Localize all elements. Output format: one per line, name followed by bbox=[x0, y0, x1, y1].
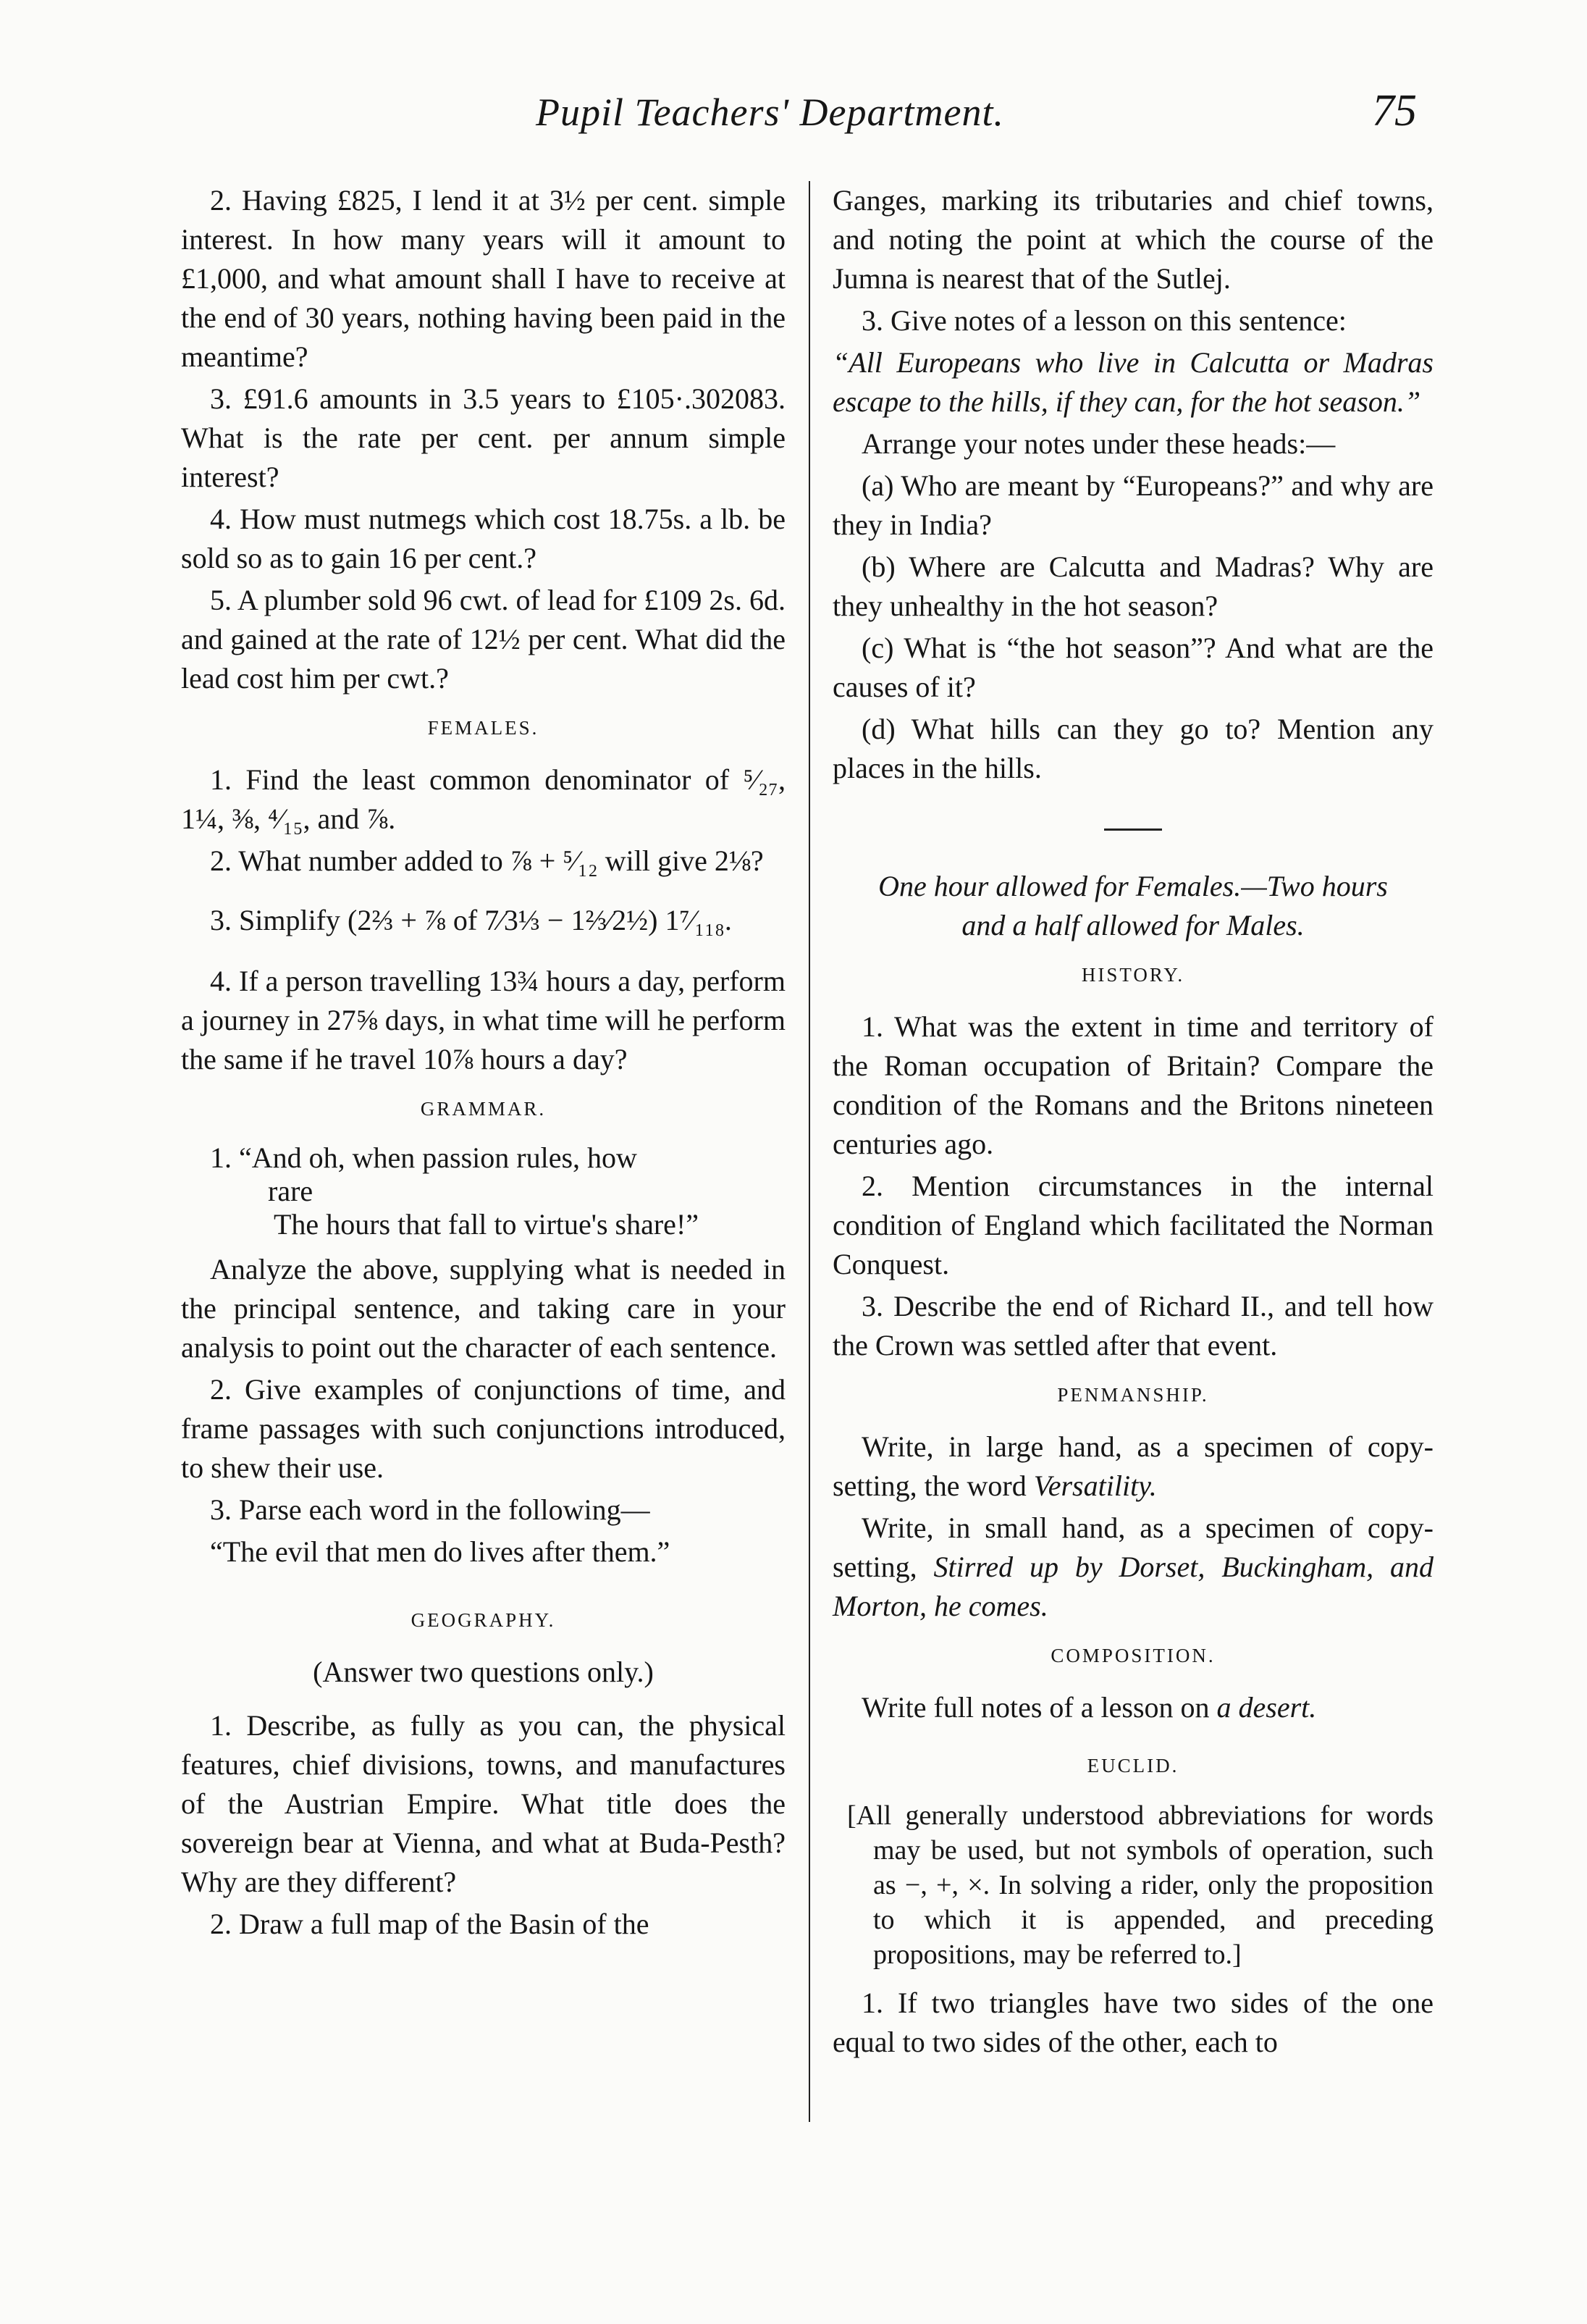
right-column bbox=[833, 181, 1434, 2065]
question-4: 4. How must nutmegs which cost 18.75s. a lb. be sold so as to gain 16 per cent.? bbox=[181, 503, 786, 574]
history-question-3: 3. Describe the end of Richard II., and tell how the Crown was settled after that event. bbox=[833, 1290, 1434, 1362]
geography-question-3-b: (b) Where are Calcutta and Madras? Why are they unhealthy in the hot season? bbox=[833, 550, 1434, 622]
question-3: 3. £91.6 amounts in 3.5 years to £105·.302083. What is the rate per cent. per annum simple interest? bbox=[181, 382, 786, 493]
section-rule bbox=[1104, 828, 1162, 831]
penmanship-task-2-text: Write, in small hand, as a specimen of copy-setting, bbox=[833, 1511, 1434, 1583]
females-question-2: 2. What number added to ⅞ + ⁵⁄₁₂ will give 2⅛? bbox=[210, 844, 764, 877]
grammar-question-1-text: Analyze the above, supplying what is needed in the principal sentence, and taking care in your analysis to point out the character of each sentence. bbox=[181, 1253, 786, 1364]
geography-note: (Answer two questions only.) bbox=[313, 1656, 654, 1688]
time-allowed-line-2: and a half allowed for Males. bbox=[961, 909, 1305, 941]
grammar-quote-line-1: 1. “And oh, when passion rules, how bbox=[210, 1141, 637, 1174]
grammar-quote-line-3: The hours that fall to virtue's share!” bbox=[274, 1208, 699, 1241]
page-header bbox=[0, 70, 1587, 149]
geography-question-3-d: (d) What hills can they go to? Mention any places in the hills. bbox=[833, 713, 1434, 784]
grammar-quote-line-2: rare bbox=[268, 1175, 313, 1207]
geography-question-2: 2. Draw a full map of the Basin of the bbox=[210, 1908, 649, 1940]
running-title: Pupil Teachers' Department. bbox=[536, 91, 1004, 134]
euclid-question-1: 1. If two triangles have two sides of the one equal to two sides of the other, each to bbox=[833, 1987, 1434, 2058]
grammar-heading: GRAMMAR. bbox=[420, 1098, 547, 1120]
geography-question-3-arrange: Arrange your notes under these heads:— bbox=[862, 427, 1336, 460]
geography-heading: GEOGRAPHY. bbox=[411, 1609, 556, 1631]
geography-question-1: 1. Describe, as fully as you can, the physical features, chief divisions, towns, and manufactures of the Austrian Empire. What title does the sovereign bear at Vienna, and what at Buda-Pesth? Why are they different? bbox=[181, 1709, 786, 1898]
grammar-question-3: 3. Parse each word in the following— bbox=[210, 1493, 650, 1526]
question-2: 2. Having £825, I lend it at 3½ per cent. simple interest. In how many years will it amount to £1,000, and what amount shall I have to receive at the end of 30 years, nothing having been paid in the meantime? bbox=[181, 184, 786, 373]
question-5: 5. A plumber sold 96 cwt. of lead for £109 2s. 6d. and gained at the rate of 12½ per cent. What did the lead cost him per cwt.? bbox=[181, 584, 786, 695]
females-question-1: 1. Find the least common denominator of ⁵⁄₂₇, 1¼, ⅜, ⁴⁄₁₅, and ⅞. bbox=[181, 763, 786, 835]
geography-question-3: 3. Give notes of a lesson on this sentence: bbox=[862, 304, 1347, 337]
composition-heading: COMPOSITION. bbox=[1051, 1645, 1216, 1666]
geography-question-3-c: (c) What is “the hot season”? And what are the causes of it? bbox=[833, 632, 1434, 703]
grammar-question-3-quote: “The evil that men do lives after them.” bbox=[210, 1535, 670, 1568]
composition-task bbox=[833, 1688, 1434, 1727]
geography-question-2-continued: Ganges, marking its tributaries and chief towns, and noting the point at which the course of the Jumna is nearest that of the Sutlej. bbox=[833, 184, 1434, 295]
euclid-note: [All generally understood abbreviations for words may be used, but not symbols of operation, such as −, +, ×. In solving a rider, only the proposition to which it is appended, and preceding propositions, may be referred to.] bbox=[847, 1800, 1434, 1970]
euclid-heading: EUCLID. bbox=[1087, 1755, 1179, 1776]
penmanship-task-2 bbox=[833, 1509, 1434, 1626]
composition-task-topic: a desert. bbox=[1216, 1691, 1317, 1724]
penmanship-task-1-text: Write, in large hand, as a specimen of copy-setting, the word bbox=[833, 1430, 1434, 1502]
females-heading: FEMALES. bbox=[427, 717, 539, 739]
column-divider bbox=[809, 181, 810, 2122]
left-column bbox=[181, 181, 786, 1947]
history-question-1: 1. What was the extent in time and territory of the Roman occupation of Britain? Compare the condition of the Romans and the Britons nineteen centuries ago. bbox=[833, 1010, 1434, 1160]
time-allowed-line-1: One hour allowed for Females.—Two hours bbox=[878, 870, 1388, 902]
penmanship-task-1 bbox=[833, 1427, 1434, 1506]
penmanship-task-1-word: Versatility. bbox=[1033, 1469, 1157, 1502]
penmanship-heading: PENMANSHIP. bbox=[1057, 1384, 1209, 1406]
composition-task-text: Write full notes of a lesson on bbox=[862, 1691, 1217, 1724]
grammar-quote bbox=[181, 1141, 786, 1241]
geography-question-3-a: (a) Who are meant by “Europeans?” and why are they in India? bbox=[833, 469, 1434, 541]
history-question-2: 2. Mention circumstances in the internal condition of England which facilitated the Norman Conquest. bbox=[833, 1170, 1434, 1280]
page-number: 75 bbox=[1372, 86, 1417, 135]
females-question-3: 3. Simplify (2⅔ + ⅞ of 7⁄3⅓ − 1⅔⁄2½) 1⁷⁄₁₁₈. bbox=[210, 904, 732, 936]
geography-question-3-quote: “All Europeans who live in Calcutta or Madras escape to the hills, if they can, for the hot season.” bbox=[833, 346, 1434, 418]
history-heading: HISTORY. bbox=[1081, 964, 1185, 986]
penmanship-task-2-phrase: Stirred up by Dorset, Buckingham, and Morton, he comes. bbox=[833, 1551, 1434, 1622]
females-question-4: 4. If a person travelling 13¾ hours a day, perform a journey in 27⅝ days, in what time will he perform the same if he travel 10⅞ hours a day? bbox=[181, 965, 786, 1075]
grammar-question-2: 2. Give examples of conjunctions of time, and frame passages with such conjunctions introduced, to shew their use. bbox=[181, 1373, 786, 1484]
